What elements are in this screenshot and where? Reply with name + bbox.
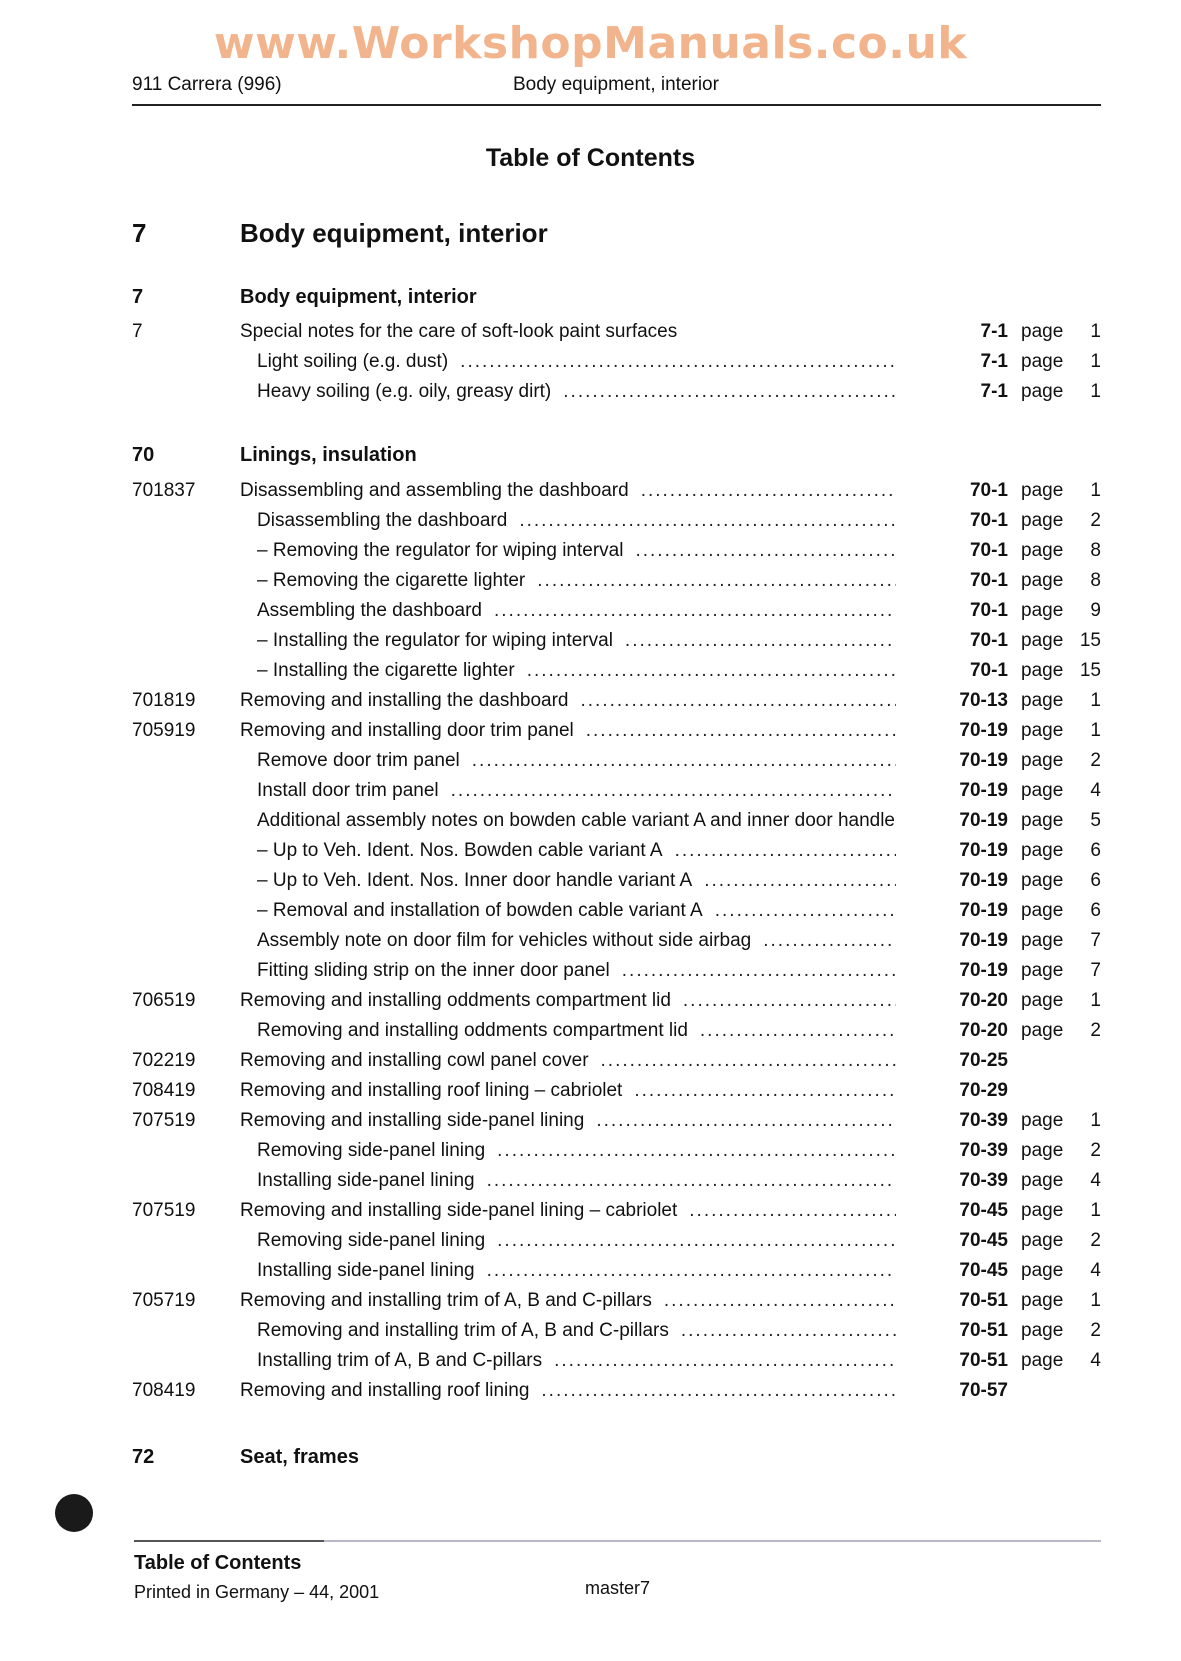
entry-title: Assembling the dashboard <box>257 600 482 621</box>
section-number: 72 <box>132 1446 155 1468</box>
dot-leader <box>497 1230 896 1252</box>
page-word: page <box>1021 1170 1064 1191</box>
entry-ref: 70-19 <box>959 780 1008 801</box>
page-word: page <box>1021 321 1064 342</box>
entry-ref: 7-1 <box>980 351 1008 372</box>
entry-title: Assembly note on door film for vehicles without side airbag <box>257 930 752 951</box>
toc-entry[interactable] <box>0 351 1181 381</box>
dot-leader <box>704 870 896 892</box>
dot-leader <box>641 480 896 502</box>
entry-ref: 70-1 <box>969 480 1008 501</box>
toc-entry[interactable] <box>0 690 1181 720</box>
page-number: 5 <box>1090 810 1101 831</box>
dot-leader <box>675 840 896 862</box>
entry-title: Removing side-panel lining <box>257 1230 486 1251</box>
entry-ref: 70-39 <box>959 1110 1008 1131</box>
toc-entry[interactable] <box>0 1200 1181 1230</box>
page-number: 2 <box>1090 750 1101 771</box>
entry-title: – Up to Veh. Ident. Nos. Bowden cable variant A <box>257 840 663 861</box>
toc-entry[interactable] <box>0 1050 1181 1080</box>
page-number: 6 <box>1090 840 1101 861</box>
section-title: Body equipment, interior <box>240 286 477 308</box>
page-word: page <box>1021 1110 1064 1131</box>
entry-ref: 70-39 <box>959 1140 1008 1161</box>
page-title: Table of Contents <box>485 144 696 172</box>
page-number: 4 <box>1090 1350 1101 1371</box>
page-number: 1 <box>1090 480 1101 501</box>
toc-entry[interactable] <box>0 1230 1181 1260</box>
entry-title: Heavy soiling (e.g. oily, greasy dirt) <box>257 381 552 402</box>
header-section: Body equipment, interior <box>513 74 719 95</box>
watermark-url: www.WorkshopManuals.co.uk <box>213 18 968 69</box>
page-number: 2 <box>1090 1230 1101 1251</box>
entry-title: Disassembling the dashboard <box>257 510 508 531</box>
page-word: page <box>1021 840 1064 861</box>
page-number: 1 <box>1090 351 1101 372</box>
entry-title: Installing side-panel lining <box>257 1260 475 1281</box>
entry-code: 701819 <box>132 690 196 711</box>
entry-ref: 70-19 <box>959 810 1008 831</box>
entry-ref: 70-1 <box>969 600 1008 621</box>
page-word: page <box>1021 1200 1064 1221</box>
entry-code: 702219 <box>132 1050 196 1071</box>
page-number: 1 <box>1090 381 1101 402</box>
toc-entry[interactable] <box>0 1260 1181 1290</box>
toc-entry[interactable] <box>0 480 1181 510</box>
entry-ref: 70-20 <box>959 1020 1008 1041</box>
toc-entry[interactable] <box>0 510 1181 540</box>
entry-ref: 70-19 <box>959 930 1008 951</box>
entry-title: Fitting sliding strip on the inner door panel <box>257 960 610 981</box>
dot-leader <box>527 660 896 682</box>
entry-code: 707519 <box>132 1110 196 1131</box>
section-number: 70 <box>132 444 155 466</box>
dot-leader <box>601 1050 896 1072</box>
entry-ref: 70-20 <box>959 990 1008 1011</box>
toc-entry[interactable] <box>0 780 1181 810</box>
page-number: 15 <box>1079 630 1101 651</box>
entry-ref: 7-1 <box>980 381 1008 402</box>
page-word: page <box>1021 1350 1064 1371</box>
dot-leader <box>664 1290 896 1312</box>
entry-ref: 70-51 <box>959 1320 1008 1341</box>
entry-ref: 70-45 <box>959 1200 1008 1221</box>
dot-leader <box>487 1260 896 1282</box>
dot-leader <box>715 900 896 922</box>
page-word: page <box>1021 351 1064 372</box>
entry-title: Removing and installing the dashboard <box>240 690 569 711</box>
header-model: 911 Carrera (996) <box>132 74 282 95</box>
dot-leader <box>487 1170 896 1192</box>
entry-title: Additional assembly notes on bowden cable variant A and inner door handle <box>257 810 895 831</box>
dot-leader <box>635 540 896 562</box>
entry-ref: 70-29 <box>959 1080 1008 1101</box>
page-number: 9 <box>1090 600 1101 621</box>
entry-ref: 70-19 <box>959 960 1008 981</box>
page-word: page <box>1021 540 1064 561</box>
footer-printed: Printed in Germany – 44, 2001 <box>134 1582 380 1602</box>
entry-title: – Removing the cigarette lighter <box>257 570 526 591</box>
entry-ref: 7-1 <box>980 321 1008 342</box>
entry-ref: 70-39 <box>959 1170 1008 1191</box>
dot-leader <box>700 1020 896 1042</box>
toc-entry[interactable] <box>0 930 1181 960</box>
entry-title: – Removal and installation of bowden cable variant A <box>257 900 703 921</box>
page-number: 8 <box>1090 570 1101 591</box>
page-number: 1 <box>1090 990 1101 1011</box>
entry-code: 708419 <box>132 1080 196 1101</box>
toc-entry[interactable] <box>0 720 1181 750</box>
page-word: page <box>1021 1140 1064 1161</box>
page-word: page <box>1021 810 1064 831</box>
page-word: page <box>1021 630 1064 651</box>
entry-ref: 70-1 <box>969 570 1008 591</box>
dot-leader <box>472 750 896 772</box>
page-word: page <box>1021 690 1064 711</box>
entry-ref: 70-19 <box>959 900 1008 921</box>
chapter-number: 7 <box>132 218 147 248</box>
entry-title: Remove door trim panel <box>257 750 460 771</box>
toc-entry[interactable] <box>0 810 1181 840</box>
entry-title: Removing and installing oddments compartment lid <box>257 1020 688 1041</box>
toc-entry[interactable] <box>0 660 1181 690</box>
page-word: page <box>1021 900 1064 921</box>
page-number: 1 <box>1090 321 1101 342</box>
entry-code: 705919 <box>132 720 196 741</box>
page-word: page <box>1021 1260 1064 1281</box>
toc-entry[interactable] <box>0 1350 1181 1380</box>
toc-entry[interactable] <box>0 381 1181 411</box>
entry-ref: 70-45 <box>959 1260 1008 1281</box>
entry-title: Removing and installing trim of A, B and C-pillars <box>240 1290 652 1311</box>
page-number: 2 <box>1090 510 1101 531</box>
dot-leader <box>451 780 896 802</box>
entry-ref: 70-19 <box>959 750 1008 771</box>
entry-code: 701837 <box>132 480 196 501</box>
toc-entry[interactable] <box>0 1140 1181 1170</box>
footer-title: Table of Contents <box>134 1552 302 1574</box>
toc-entry[interactable] <box>0 1290 1181 1320</box>
entry-code: 707519 <box>132 1200 196 1221</box>
toc-entry[interactable] <box>0 540 1181 570</box>
entry-title: Removing and installing side-panel lining – cabriolet <box>240 1200 678 1221</box>
dot-leader <box>460 351 896 373</box>
entry-ref: 70-19 <box>959 840 1008 861</box>
page-number: 1 <box>1090 1110 1101 1131</box>
entry-ref: 70-51 <box>959 1290 1008 1311</box>
page-word: page <box>1021 1320 1064 1341</box>
dot-leader <box>554 1350 896 1372</box>
page-word: page <box>1021 990 1064 1011</box>
entry-code: 706519 <box>132 990 196 1011</box>
entry-title: Removing and installing side-panel lining <box>240 1110 585 1131</box>
page-number: 4 <box>1090 1170 1101 1191</box>
entry-title: Removing and installing trim of A, B and C-pillars <box>257 1320 669 1341</box>
section-number: 7 <box>132 286 144 308</box>
toc-entry[interactable] <box>0 900 1181 930</box>
dot-leader <box>497 1140 896 1162</box>
toc-entry[interactable] <box>0 750 1181 780</box>
toc-entry[interactable] <box>0 1110 1181 1140</box>
entry-ref: 70-1 <box>969 540 1008 561</box>
dot-leader <box>683 990 896 1012</box>
dot-leader <box>537 570 896 592</box>
entry-code: 705719 <box>132 1290 196 1311</box>
entry-title: Installing side-panel lining <box>257 1170 475 1191</box>
page-word: page <box>1021 570 1064 591</box>
page-word: page <box>1021 381 1064 402</box>
page-word: page <box>1021 600 1064 621</box>
toc-entry[interactable] <box>0 321 1181 351</box>
toc-entry[interactable] <box>0 840 1181 870</box>
entry-title: Install door trim panel <box>257 780 439 801</box>
dot-leader <box>519 510 896 532</box>
toc-entry[interactable] <box>0 570 1181 600</box>
page-word: page <box>1021 750 1064 771</box>
page-number: 2 <box>1090 1140 1101 1161</box>
page-number: 1 <box>1090 1200 1101 1221</box>
section-title: Linings, insulation <box>240 444 417 466</box>
entry-title: Special notes for the care of soft-look paint surfaces <box>240 321 678 342</box>
page-number: 7 <box>1090 960 1101 981</box>
page-number: 4 <box>1090 780 1101 801</box>
entry-ref: 70-1 <box>969 630 1008 651</box>
entry-ref: 70-19 <box>959 720 1008 741</box>
entry-ref: 70-51 <box>959 1350 1008 1371</box>
entry-title: Removing and installing roof lining – cabriolet <box>240 1080 623 1101</box>
page-number: 6 <box>1090 900 1101 921</box>
entry-title: – Up to Veh. Ident. Nos. Inner door handle variant A <box>257 870 693 891</box>
page-word: page <box>1021 480 1064 501</box>
page-number: 7 <box>1090 930 1101 951</box>
page-word: page <box>1021 930 1064 951</box>
entry-title: – Installing the cigarette lighter <box>257 660 515 681</box>
page-number: 1 <box>1090 690 1101 711</box>
dot-leader <box>634 1080 896 1102</box>
page-number: 2 <box>1090 1020 1101 1041</box>
page-word: page <box>1021 720 1064 741</box>
toc-entry[interactable] <box>0 1320 1181 1350</box>
toc-entry[interactable] <box>0 600 1181 630</box>
page-number: 6 <box>1090 870 1101 891</box>
dot-leader <box>586 720 896 742</box>
entry-ref: 70-19 <box>959 870 1008 891</box>
entry-code: 7 <box>132 321 143 342</box>
page-number: 8 <box>1090 540 1101 561</box>
entry-title: – Removing the regulator for wiping interval <box>257 540 624 561</box>
dot-leader <box>494 600 896 622</box>
page-word: page <box>1021 1020 1064 1041</box>
toc-entry[interactable] <box>0 630 1181 660</box>
dot-leader <box>689 1200 896 1222</box>
footer-rule-light <box>324 1540 1101 1542</box>
dot-leader <box>681 1320 896 1342</box>
entry-title: Disassembling and assembling the dashboard <box>240 480 629 501</box>
entry-title: Removing and installing cowl panel cover <box>240 1050 589 1071</box>
entry-ref: 70-1 <box>969 510 1008 531</box>
entry-ref: 70-25 <box>959 1050 1008 1071</box>
toc-entry[interactable] <box>0 1170 1181 1200</box>
entry-title: – Installing the regulator for wiping interval <box>257 630 613 651</box>
dot-leader <box>625 630 896 652</box>
page-word: page <box>1021 870 1064 891</box>
dot-leader <box>581 690 897 712</box>
toc-entry[interactable] <box>0 1020 1181 1050</box>
dot-leader <box>596 1110 896 1132</box>
footer-master: master7 <box>585 1578 651 1598</box>
dot-leader <box>541 1380 896 1402</box>
page-number: 15 <box>1079 660 1101 681</box>
page-word: page <box>1021 960 1064 981</box>
entry-title: Removing and installing door trim panel <box>240 720 574 741</box>
punch-hole-mark <box>55 1494 93 1532</box>
toc-entry[interactable] <box>0 870 1181 900</box>
entry-title: Light soiling (e.g. dust) <box>257 351 449 372</box>
dot-leader <box>622 960 896 982</box>
header-rule <box>132 104 1101 106</box>
footer-rule <box>134 1540 324 1542</box>
entry-ref: 70-13 <box>959 690 1008 711</box>
dot-leader <box>763 930 896 952</box>
page-word: page <box>1021 780 1064 801</box>
toc-entry[interactable] <box>0 1380 1181 1410</box>
page-word: page <box>1021 510 1064 531</box>
page-number: 2 <box>1090 1320 1101 1341</box>
entry-ref: 70-1 <box>969 660 1008 681</box>
page-word: page <box>1021 1290 1064 1311</box>
entry-title: Removing and installing oddments compartment lid <box>240 990 671 1011</box>
page-number: 4 <box>1090 1260 1101 1281</box>
page-word: page <box>1021 1230 1064 1251</box>
toc-entry[interactable] <box>0 1080 1181 1110</box>
entry-title: Installing trim of A, B and C-pillars <box>257 1350 543 1371</box>
toc-entry[interactable] <box>0 960 1181 990</box>
page-word: page <box>1021 660 1064 681</box>
page-number: 1 <box>1090 720 1101 741</box>
entry-ref: 70-57 <box>959 1380 1008 1401</box>
page-number: 1 <box>1090 1290 1101 1311</box>
entry-title: Removing side-panel lining <box>257 1140 486 1161</box>
entry-code: 708419 <box>132 1380 196 1401</box>
section-title: Seat, frames <box>240 1446 359 1468</box>
chapter-title: Body equipment, interior <box>240 218 548 248</box>
dot-leader <box>563 381 896 403</box>
entry-ref: 70-45 <box>959 1230 1008 1251</box>
toc-entry[interactable] <box>0 990 1181 1020</box>
entry-title: Removing and installing roof lining <box>240 1380 530 1401</box>
